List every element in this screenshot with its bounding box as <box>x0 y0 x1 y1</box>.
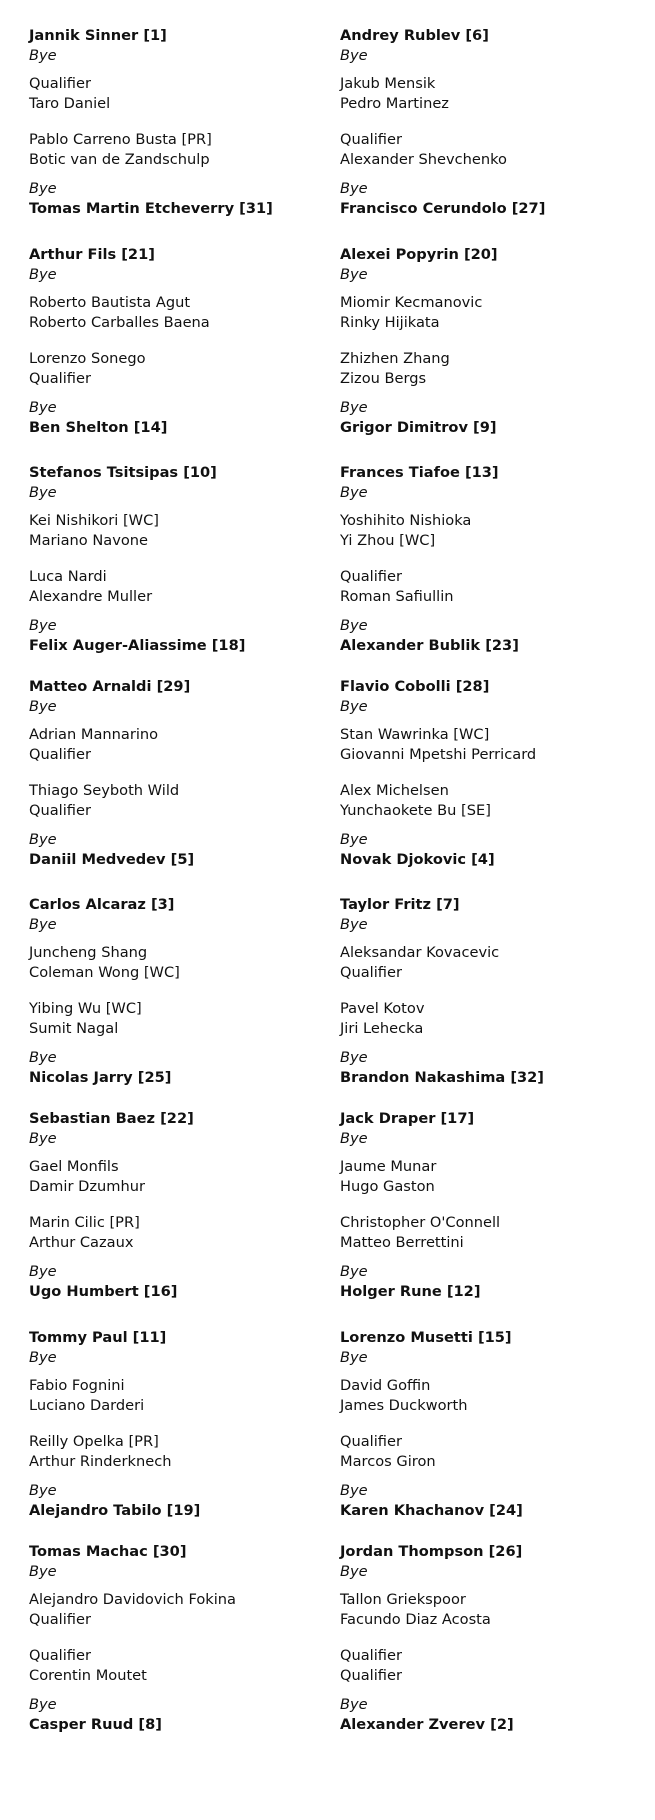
player-name: Pedro Martinez <box>340 95 449 112</box>
seed-player: Jordan Thompson [26] <box>340 1543 523 1560</box>
bye-label: Bye <box>29 1263 57 1280</box>
player-name: Alexandre Muller <box>29 588 153 605</box>
player-name: Christopher O'Connell <box>340 1214 501 1231</box>
player-name: Hugo Gaston <box>340 1178 435 1195</box>
player-name: Marcos Giron <box>340 1453 436 1470</box>
player-name: Reilly Opelka [PR] <box>29 1433 159 1450</box>
bye-label: Bye <box>29 266 57 283</box>
seed-player: Ben Shelton [14] <box>29 419 168 436</box>
player-name: Stan Wawrinka [WC] <box>340 726 490 743</box>
player-name: Tallon Griekspoor <box>340 1591 466 1608</box>
seed-player: Taylor Fritz [7] <box>340 896 460 913</box>
bye-label: Bye <box>29 180 57 197</box>
player-name: Alexander Shevchenko <box>340 151 507 168</box>
player-name: Corentin Moutet <box>29 1667 147 1684</box>
player-name: Botic van de Zandschulp <box>29 151 210 168</box>
player-name: Qualifier <box>340 1647 402 1664</box>
seed-player: Matteo Arnaldi [29] <box>29 678 191 695</box>
seed-player: Andrey Rublev [6] <box>340 27 489 44</box>
player-name: James Duckworth <box>340 1397 468 1414</box>
seed-player: Jannik Sinner [1] <box>29 27 167 44</box>
player-name: Jiri Lehecka <box>340 1020 424 1037</box>
player-name: Taro Daniel <box>29 95 111 112</box>
seed-player: Sebastian Baez [22] <box>29 1110 194 1127</box>
seed-player: Alexei Popyrin [20] <box>340 246 498 263</box>
player-name: Qualifier <box>29 75 91 92</box>
player-name: Qualifier <box>340 568 402 585</box>
player-name: Giovanni Mpetshi Perricard <box>340 746 537 763</box>
player-name: Sumit Nagal <box>29 1020 119 1037</box>
bye-label: Bye <box>340 1563 368 1580</box>
bye-label: Bye <box>340 1482 368 1499</box>
bye-label: Bye <box>29 1349 57 1366</box>
player-name: Coleman Wong [WC] <box>29 964 180 981</box>
seed-player: Alexander Bublik [23] <box>340 637 519 654</box>
player-name: Yi Zhou [WC] <box>340 532 436 549</box>
player-name: Yoshihito Nishioka <box>340 512 472 529</box>
player-name: Rinky Hijikata <box>340 314 440 331</box>
seed-player: Lorenzo Musetti [15] <box>340 1329 512 1346</box>
bye-label: Bye <box>340 1130 368 1147</box>
bye-label: Bye <box>340 266 368 283</box>
bye-label: Bye <box>340 617 368 634</box>
player-name: David Goffin <box>340 1377 431 1394</box>
player-name: Qualifier <box>29 802 91 819</box>
bye-label: Bye <box>340 484 368 501</box>
seed-player: Alexander Zverev [2] <box>340 1716 514 1733</box>
bye-label: Bye <box>340 399 368 416</box>
bye-label: Bye <box>29 47 57 64</box>
seed-player: Tomas Machac [30] <box>29 1543 187 1560</box>
bye-label: Bye <box>29 399 57 416</box>
bye-label: Bye <box>29 1130 57 1147</box>
player-name: Adrian Mannarino <box>29 726 159 743</box>
player-name: Aleksandar Kovacevic <box>340 944 500 961</box>
player-name: Marin Cilic [PR] <box>29 1214 140 1231</box>
seed-player: Frances Tiafoe [13] <box>340 464 499 481</box>
seed-player: Alejandro Tabilo [19] <box>29 1502 201 1519</box>
player-name: Facundo Diaz Acosta <box>340 1611 491 1628</box>
player-name: Zizou Bergs <box>340 370 427 387</box>
player-name: Juncheng Shang <box>29 944 148 961</box>
player-name: Yibing Wu [WC] <box>29 1000 142 1017</box>
player-name: Qualifier <box>340 131 402 148</box>
bye-label: Bye <box>340 831 368 848</box>
bye-label: Bye <box>29 484 57 501</box>
seed-player: Brandon Nakashima [32] <box>340 1069 544 1086</box>
seed-player: Ugo Humbert [16] <box>29 1283 178 1300</box>
player-name: Qualifier <box>29 746 91 763</box>
seed-player: Novak Djokovic [4] <box>340 851 495 868</box>
player-name: Lorenzo Sonego <box>29 350 146 367</box>
player-name: Pablo Carreno Busta [PR] <box>29 131 212 148</box>
player-name: Qualifier <box>29 1611 91 1628</box>
player-name: Pavel Kotov <box>340 1000 425 1017</box>
player-name: Luca Nardi <box>29 568 107 585</box>
player-name: Kei Nishikori [WC] <box>29 512 159 529</box>
bye-label: Bye <box>29 1482 57 1499</box>
player-name: Arthur Rinderknech <box>29 1453 172 1470</box>
player-name: Luciano Darderi <box>29 1397 145 1414</box>
bye-label: Bye <box>340 916 368 933</box>
player-name: Jaume Munar <box>340 1158 437 1175</box>
player-name: Qualifier <box>29 370 91 387</box>
player-name: Qualifier <box>340 1667 402 1684</box>
bye-label: Bye <box>29 1563 57 1580</box>
player-name: Alex Michelsen <box>340 782 449 799</box>
bye-label: Bye <box>29 916 57 933</box>
bye-label: Bye <box>340 698 368 715</box>
bye-label: Bye <box>29 1696 57 1713</box>
player-name: Mariano Navone <box>29 532 149 549</box>
player-name: Damir Dzumhur <box>29 1178 145 1195</box>
player-name: Miomir Kecmanovic <box>340 294 483 311</box>
bye-label: Bye <box>29 698 57 715</box>
bye-label: Bye <box>340 1263 368 1280</box>
player-name: Thiago Seyboth Wild <box>29 782 180 799</box>
bye-label: Bye <box>340 1049 368 1066</box>
seed-player: Felix Auger-Aliassime [18] <box>29 637 246 654</box>
seed-player: Nicolas Jarry [25] <box>29 1069 172 1086</box>
seed-player: Carlos Alcaraz [3] <box>29 896 175 913</box>
bye-label: Bye <box>340 47 368 64</box>
player-name: Fabio Fognini <box>29 1377 125 1394</box>
bye-label: Bye <box>340 1696 368 1713</box>
bye-label: Bye <box>29 617 57 634</box>
player-name: Alejandro Davidovich Fokina <box>29 1591 236 1608</box>
bye-label: Bye <box>340 180 368 197</box>
seed-player: Holger Rune [12] <box>340 1283 481 1300</box>
bye-label: Bye <box>29 831 57 848</box>
player-name: Arthur Cazaux <box>29 1234 134 1251</box>
seed-player: Casper Ruud [8] <box>29 1716 162 1733</box>
seed-player: Tomas Martin Etcheverry [31] <box>29 200 273 217</box>
player-name: Roberto Bautista Agut <box>29 294 191 311</box>
seed-player: Daniil Medvedev [5] <box>29 851 195 868</box>
player-name: Qualifier <box>340 1433 402 1450</box>
seed-player: Stefanos Tsitsipas [10] <box>29 464 217 481</box>
seed-player: Tommy Paul [11] <box>29 1329 167 1346</box>
player-name: Roman Safiullin <box>340 588 454 605</box>
player-name: Matteo Berrettini <box>340 1234 464 1251</box>
player-name: Gael Monfils <box>29 1158 119 1175</box>
bye-label: Bye <box>29 1049 57 1066</box>
seed-player: Karen Khachanov [24] <box>340 1502 523 1519</box>
player-name: Qualifier <box>340 964 402 981</box>
player-name: Yunchaokete Bu [SE] <box>340 802 491 819</box>
player-name: Roberto Carballes Baena <box>29 314 210 331</box>
bye-label: Bye <box>340 1349 368 1366</box>
seed-player: Jack Draper [17] <box>340 1110 475 1127</box>
player-name: Qualifier <box>29 1647 91 1664</box>
player-name: Jakub Mensik <box>340 75 436 92</box>
seed-player: Flavio Cobolli [28] <box>340 678 490 695</box>
seed-player: Arthur Fils [21] <box>29 246 155 263</box>
seed-player: Grigor Dimitrov [9] <box>340 419 497 436</box>
seed-player: Francisco Cerundolo [27] <box>340 200 546 217</box>
player-name: Zhizhen Zhang <box>340 350 450 367</box>
